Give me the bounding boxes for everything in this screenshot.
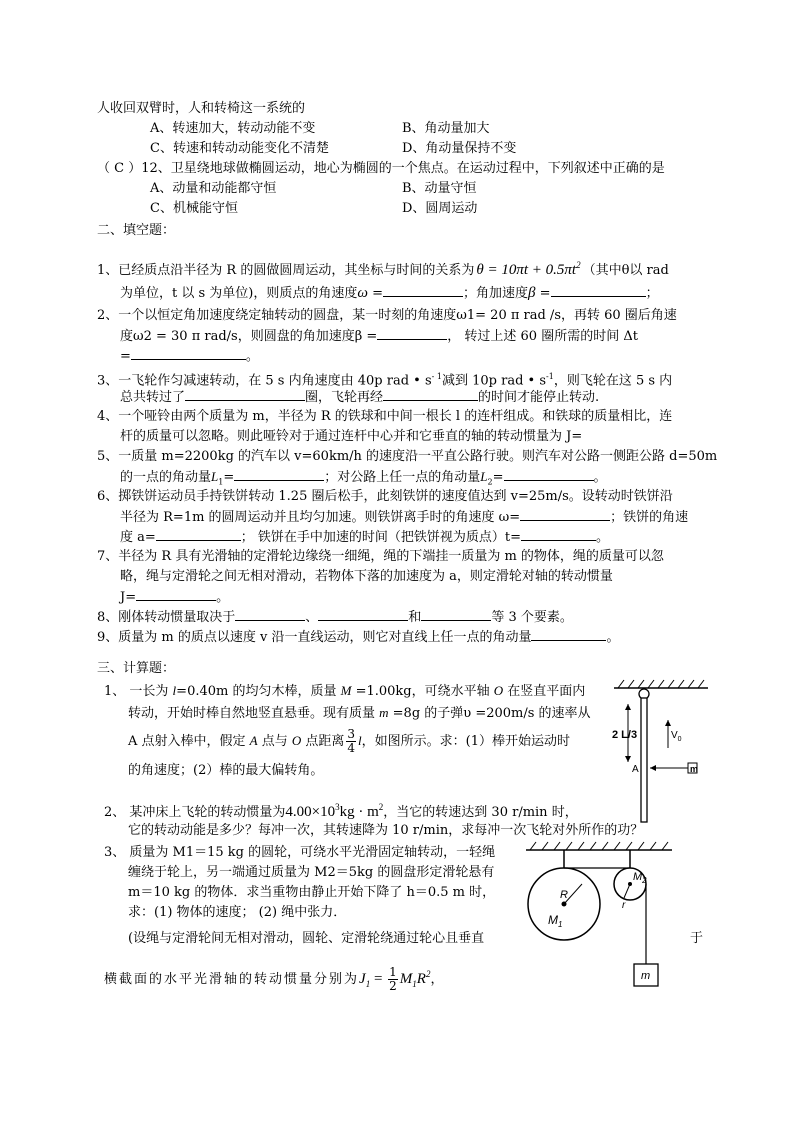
- q12-stem: （ C ）12、卫星绕地球做椭圆运动，地心为椭圆的一个焦点。在运动过程中，下列叙述中正确的是: [97, 161, 665, 176]
- fill-7-line-1: 7、半径为 R 具有光滑轴的定滑轮边缘绕一细绳，绳的下端挂一质量为 m 的物体，绳的质量可以忽: [97, 549, 664, 564]
- label-r: R: [560, 889, 568, 901]
- label-a: A: [632, 764, 639, 775]
- fill-3-blank-turns[interactable]: [185, 388, 305, 401]
- fill-4-line-2: 杆的质量可以忽略。则此哑铃对于通过连杆中心并和它垂直的轴的转动惯量为 J=: [120, 429, 583, 444]
- fill-1-line-1: 1、已经质点沿半径为 R 的圆做圆周运动，其坐标与时间的关系为 $\theta = 10\pi t + 0.5\pi t^2$ （其中θ以 rad: [97, 260, 669, 278]
- fill-6-line-1: 6、掷铁饼运动员手持铁饼转动 1.25 圈后松手，此刻铁饼的速度值达到 v=25m/s。设转动时铁饼沿: [97, 489, 673, 504]
- calc-2-line-2: 它的转动动能是多少？每冲一次，其转速降为 10 r/min，求每冲一次飞轮对外所作的功？: [128, 823, 644, 838]
- fill-7-line-3: J= 。: [120, 590, 230, 605]
- label-m1: $M_1$: [548, 913, 563, 929]
- fill-5-blank-l2[interactable]: [504, 468, 594, 481]
- ceiling-hatch: [618, 680, 704, 688]
- calc-2-line-1: 2、 某冲床上飞轮的转动惯量为$4.00\times 10^3kg \cdot m^2$，当它的转速达到 30 r/min 时，: [104, 802, 578, 820]
- q11-option-a: A、转速加大，转动动能不变: [150, 121, 316, 136]
- fill-1-line-2: 为单位，t 以 s 为单位)，则质点的角速度ω = ；角加速度β = ；: [120, 285, 659, 301]
- q12-option-c: C、机械能守恒: [150, 201, 238, 216]
- fill-2-blank-time[interactable]: [131, 347, 246, 360]
- section-2-heading: 二、填空题：: [97, 223, 176, 238]
- fill-6-line-2: 半径为 R=1m 的圆周运动并且均匀加速。则铁饼离手时的角速度 ω= ；铁饼的角速: [120, 510, 689, 525]
- rod: [641, 698, 647, 822]
- q12-answer: （ C ）: [97, 161, 142, 176]
- calc-3-line-3: m＝10 kg 的物体．求当重物由静止开始下降了 h＝0.5 m 时，: [128, 885, 496, 900]
- fill-2-blank-beta[interactable]: [377, 327, 447, 340]
- label-bullet-m: m: [690, 764, 699, 774]
- label-two-thirds-l: 2 L/3: [612, 729, 638, 741]
- q11-option-d: D、角动量保持不变: [402, 141, 517, 156]
- fill-8-blank-1[interactable]: [235, 608, 305, 621]
- calc-1-line-3: A 点射入棒中，假定 A 点与 O 点距离 $\frac{3}{4}$ l，如图所示。求：(1）棒开始运动时: [128, 727, 571, 755]
- fill-9-blank[interactable]: [531, 628, 606, 641]
- ceiling-hatch: [530, 842, 668, 850]
- calc-3-line-2: 缠绕于轮上，另一端通过质量为 M2＝5kg 的圆盘形定滑轮悬有: [128, 865, 495, 880]
- fill-6-line-3: 度 a= ； 铁饼在手中加速的时间（把铁饼视为质点）t= 。: [120, 530, 610, 545]
- q12-option-a: A、动量和动能都守恒: [150, 181, 277, 196]
- fill-2-line-1: 2、一个以恒定角加速度绕定轴转动的圆盘，某一时刻的角速度ω1= 20 π rad /s，再转 60 圈后角速: [97, 308, 677, 323]
- q11-tail: 人收回双臂时，人和转椅这一系统的: [97, 101, 306, 116]
- fill-2-line-2: 度ω2 = 30 π rad/s，则圆盘的角加速度β = ， 转过上述 60 圈所需的时间 Δt: [120, 329, 638, 344]
- fill-8-blank-3[interactable]: [421, 608, 491, 621]
- figure-rod-bullet: [610, 676, 710, 826]
- fill-1-blank-beta[interactable]: [551, 284, 646, 297]
- fill-7-blank-inertia[interactable]: [136, 588, 216, 601]
- calc-1-line-4: 的角速度；(2）棒的最大偏转角。: [128, 763, 324, 778]
- fill-9: 9、质量为 m 的质点以速度 v 沿一直线运动，则它对直线上任一点的角动量 。: [97, 630, 620, 645]
- fill-2-line-3: = 。: [120, 349, 259, 364]
- figure-wheel-pulley: [520, 836, 680, 996]
- label-v0: $V_0$: [671, 730, 682, 743]
- fill-5-blank-l1[interactable]: [234, 468, 324, 481]
- calc-3-line-6: 横截面的水平光滑轴的转动惯量分别为$J_1$ = $\frac{1}{2}$ $M_1R^2$，: [104, 965, 446, 993]
- fill-6-blank-alpha[interactable]: [156, 528, 241, 541]
- fill-1-blank-omega[interactable]: [383, 284, 463, 297]
- fill-3-blank-time[interactable]: [383, 388, 478, 401]
- section-3-heading: 三、计算题：: [97, 661, 176, 676]
- fill-8-blank-2[interactable]: [318, 608, 408, 621]
- q12-option-d: D、圆周运动: [402, 201, 478, 216]
- fill-3-line-1: 3、一飞轮作匀减速转动，在 5 s 内角速度由 40p rad • $s^{- 1}$减到 10p rad • $s^{-1}$，则飞轮在这 5 s 内: [97, 372, 673, 389]
- label-m2: $M_2$: [633, 871, 647, 885]
- fill-7-line-2: 略，绳与定滑轮之间无相对滑动，若物体下落的加速度为 a，则定滑轮对轴的转动惯量: [120, 569, 613, 584]
- label-small-r: r: [622, 900, 626, 911]
- fill-6-blank-omega[interactable]: [520, 508, 610, 521]
- q11-option-b: B、角动量加大: [402, 121, 490, 136]
- fill-5-line-2: 的一点的角动量$L_1=$ ；对公路上任一点的角动量$L_2=$ 。: [120, 469, 607, 487]
- fill-5-line-1: 5、一质量 m=2200kg 的汽车以 v=60km/h 的速度沿一平直公路行驶。则汽车对公路一侧距公路 d=50m: [97, 449, 718, 464]
- q12-option-b: B、动量守恒: [402, 181, 477, 196]
- label-mass-m: m: [641, 970, 651, 982]
- calc-3-line-5: (设绳与定滑轮间无相对滑动，圆轮、定滑轮绕通过轮心且垂直: [128, 931, 485, 946]
- fraction-three-quarters: $\frac{3}{4}$: [347, 727, 356, 755]
- calc-3-line-4: 求：(1) 物体的速度； (2) 绳中张力．: [128, 905, 347, 920]
- calc-3-line-5-end: 于: [690, 931, 704, 946]
- calc-1-line-1: 1、 一长为 l=0.40m 的均匀木棒，质量 M =1.00kg，可绕水平轴 O 在竖直平面内: [104, 683, 586, 699]
- q11-option-c: C、转速和转动动能变化不清楚: [150, 141, 329, 156]
- calc-3-line-1: 3、 质量为 M1＝15 kg 的圆轮，可绕水平光滑固定轴转动，一轻绳: [104, 845, 496, 860]
- fraction-one-half: $\frac{1}{2}$: [389, 965, 397, 993]
- calc-1-line-2: 转动，开始时棒自然地竖直悬垂。现有质量 m =8g 的子弹υ =200m/s 的速率从: [128, 705, 591, 721]
- fill-4-line-1: 4、一个哑铃由两个质量为 m，半径为 R 的铁球和中间一根长 l 的连杆组成。和铁球的质量相比，连: [97, 409, 673, 424]
- fill-3-line-2: 总共转过了 圈，飞轮再经 的时间才能停止转动.: [120, 390, 600, 405]
- fill-6-blank-time[interactable]: [521, 528, 596, 541]
- fill-8: 8、刚体转动惯量取决于 、 和 等 3 个要素。: [97, 610, 573, 625]
